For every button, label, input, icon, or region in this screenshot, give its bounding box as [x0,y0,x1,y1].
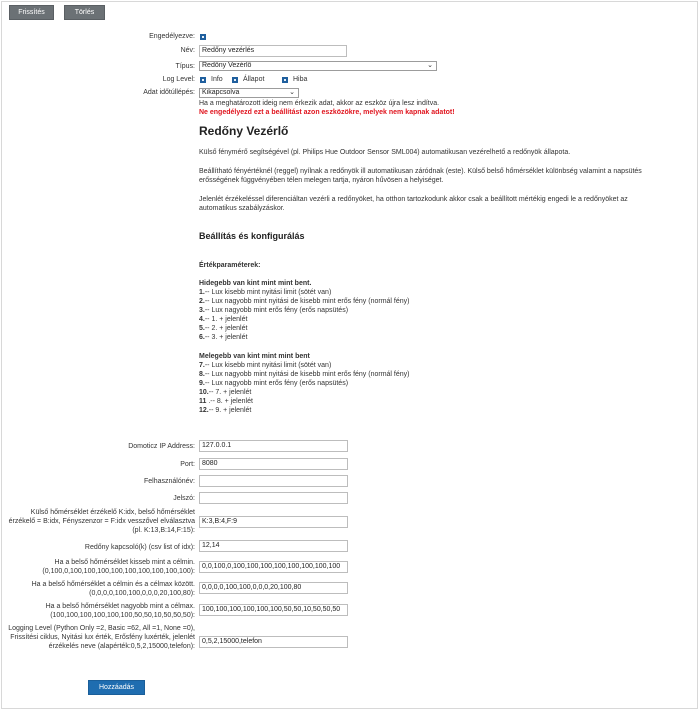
name-row [0,45,700,57]
list-item-text: -- Lux nagyobb mint erős fény (erős napsütés) [204,307,349,314]
add-button[interactable]: Hozzáadás [88,680,145,695]
password-row [0,492,700,504]
list-item [199,297,410,306]
loglevel-info-checkbox[interactable] [200,77,206,83]
list-item-number: 6. [199,334,205,341]
enabled-checkbox[interactable] [200,34,206,40]
list-item [199,324,247,333]
description-p2-line1: Beállítható fényértéknél (reggel) nyílnak a redőnyök ill automatikusan záródnak (este). Külső belső hőmérséklet különbség valamint a napsütés [199,168,642,175]
switches-label: Redőny kapcsoló(k) (csv list of idx): [84,544,195,551]
password-input[interactable] [199,492,348,504]
list-item-text: -- Lux kisebb mint nyitási limit (sötét van) [204,362,332,369]
list-item-number: 10. [199,389,209,396]
params-title: Értékparaméterek: [199,262,261,269]
name-label: Név: [180,47,195,54]
loglevel-row [0,75,700,87]
loglevel-status-checkbox[interactable] [232,77,238,83]
section-title: Beállítás és konfigurálás [199,231,305,241]
chevron-down-icon: ⌄ [427,62,433,69]
list-item-number: 11 [199,398,207,405]
list-item-text: -- 2. + jelenlét [204,325,248,332]
below-min-label: Ha a belső hőmérséklet kisseb mint a célmin. (0,100,0,100,100,100,100,100,100,100,100,100): [42,559,195,575]
loglevel-label: Log Level: [162,76,195,83]
list-item-text: -- 3. + jelenlét [204,334,248,341]
username-row [0,475,700,487]
timeout-warning: Ne engedélyezd ezt a beállítást azon eszközökre, melyek nem kapnak adatot! [199,109,455,116]
loglevel-error-label: Hiba [293,76,308,83]
ip-input[interactable]: 127.0.0.1 [199,440,348,452]
list-item-text: -- Lux kisebb mint nyitási limit (sötét van) [204,289,332,296]
plugin-title: Redőny Vezérlő [199,124,289,138]
port-row [0,458,700,470]
list-item [199,406,251,415]
list-item [199,361,331,370]
timeout-select[interactable] [199,88,299,98]
list-item [199,315,247,324]
list-item-text: -- Lux nagyobb mint erős fény (erős napsütés) [204,380,349,387]
sensors-input[interactable]: K:3,B:4,F:9 [199,516,348,528]
list-item-text: -- 7. + jelenlét [208,389,252,396]
list-item-number: 9. [199,380,205,387]
logging-input[interactable]: 0,5,2,15000,telefon [199,636,348,648]
type-select-value: Redőny Vezérlő [202,62,252,69]
logging-label: Logging Level (Python Only =2, Basic =62, All =1, None =0), Frissítési ciklus, Nyitási lux érték, Erősfény luxérték, jelenlét érzékelés neve (alapérték:0,5,2,15000,telefon): [8,625,195,650]
list-item-number: 2. [199,298,205,305]
list-item-text: -- Lux nagyobb mint nyitási de kisebb mint erős fény (normál fény) [204,298,410,305]
between-input[interactable]: 0,0,0,0,100,100,0,0,0,20,100,80 [199,582,348,594]
list-item-number: 8. [199,371,205,378]
enabled-row [0,32,700,44]
list-item [199,397,253,406]
list-item [199,288,331,297]
list-item [199,306,348,315]
enabled-label: Engedélyezve: [149,33,195,40]
timeout-label: Adat időtúllépés: [143,89,195,96]
port-input[interactable]: 8080 [199,458,348,470]
list-item [199,370,410,379]
between-label: Ha a belső hőmérséklet a célmin és a célmax között. (0,0,0,0,100,100,0,0,0,20,100,80): [31,581,195,597]
type-select[interactable] [199,61,437,71]
list-item-number: 12. [199,407,209,414]
username-label: Felhasználónév: [144,478,195,485]
description-p3-line1: Jelenlét érzékeléssel diferenciáltan vezérli a redőnyöket, ha otthon tartozkodunk akkor csak a beállított mértékig engedi le a redőnyöket az [199,196,628,203]
sensors-label: Külső hőmérséklet érzékelő K:idx, belső hőmérséklet érzékelő = B:idx, Fényszenzor = F:idx vesszővel elválasztva (pl. K:13,B:14,F:15): [8,509,195,534]
above-max-input[interactable]: 100,100,100,100,100,100,50,50,10,50,50,50 [199,604,348,616]
description-p2-line2: erősségének függvényében télen melegen tartja, nyáron hűvösen a helyiséget. [199,177,444,184]
list-item-number: 1. [199,289,205,296]
above-max-label: Ha a belső hőmérséklet nagyobb mint a célmax. (100,100,100,100,100,100,50,50,10,50,50,50): [45,603,195,619]
name-input[interactable]: Redőny vezérlés [199,45,347,57]
type-row [0,61,700,73]
list-item-number: 7. [199,362,205,369]
port-label: Port: [180,461,195,468]
warm-in-title: Hidegebb van kint mint mint bent. [199,280,312,287]
type-label: Típus: [175,63,195,70]
list-item-text: .-- 8. + jelenlét [206,398,253,405]
chevron-down-icon: ⌄ [289,89,295,96]
list-item-number: 4. [199,316,205,323]
list-item-text: -- 1. + jelenlét [204,316,248,323]
switches-input[interactable]: 12,14 [199,540,348,552]
ip-row [0,440,700,452]
list-item-text: -- Lux nagyobb mint nyitási de kisebb mint erős fény (normál fény) [204,371,410,378]
password-label: Jelszó: [173,495,195,502]
list-item [199,333,247,342]
warm-out-title: Melegebb van kint mint mint bent [199,353,310,360]
delete-button[interactable]: Törlés [64,5,105,20]
list-item [199,388,251,397]
timeout-select-value: Kikapcsolva [202,89,240,96]
description-p3-line2: automatikus szabályzáskor. [199,205,285,212]
list-item-number: 5. [199,325,205,332]
loglevel-info-label: Info [211,76,223,83]
loglevel-status-label: Állapot [243,76,265,83]
timeout-help: Ha a meghatározott ideig nem érkezik adat, akkor az eszköz újra lesz indítva. [199,100,440,107]
list-item-text: -- 9. + jelenlét [208,407,252,414]
username-input[interactable] [199,475,348,487]
description-p1: Külső fénymérő segítségével (pl. Philips Hue Outdoor Sensor SML004) automatikusan vezérelhető a redőnyök állapota. [199,149,571,156]
list-item [199,379,348,388]
ip-label: Domoticz IP Address: [128,443,195,450]
loglevel-error-checkbox[interactable] [282,77,288,83]
refresh-button[interactable]: Frissítés [9,5,54,20]
below-min-input[interactable]: 0,0,100,0,100,100,100,100,100,100,100,100 [199,561,348,573]
list-item-number: 3. [199,307,205,314]
